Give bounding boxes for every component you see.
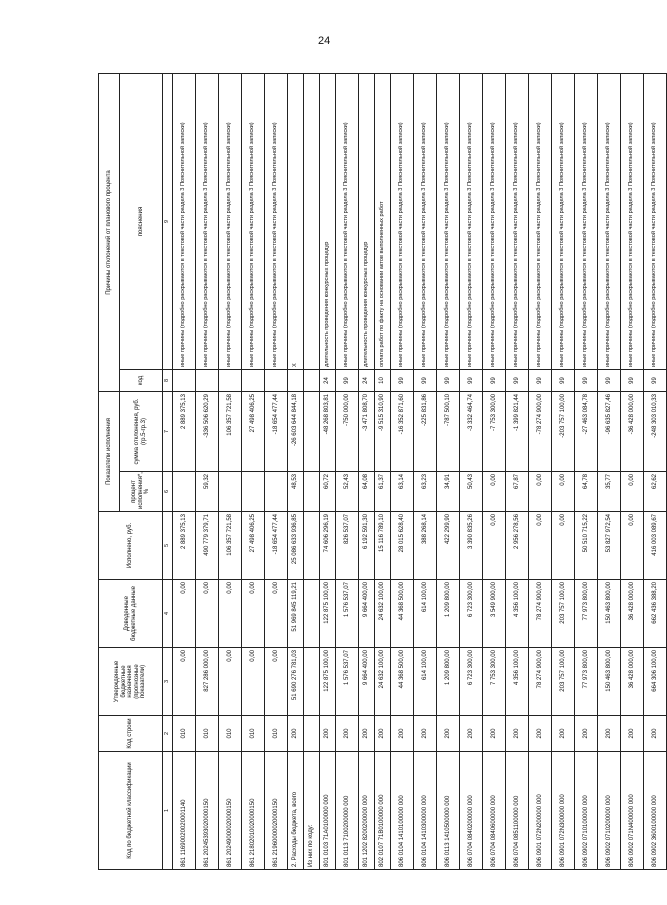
- code-cell: 806 0104 1410300000 000: [414, 752, 437, 870]
- line-code-cell: 010: [242, 716, 265, 752]
- brought-cell: 24 632 100,00: [375, 580, 391, 648]
- brought-cell: 1 576 537,07: [336, 580, 359, 648]
- code-cell: 806 0704 0840200000 000: [460, 752, 483, 870]
- line-code-cell: 200: [506, 716, 529, 752]
- table-row: [196, 74, 219, 870]
- percent-cell: [219, 472, 242, 512]
- percent-cell: 60,72: [320, 472, 336, 512]
- table-row: [375, 74, 391, 870]
- reason-code-cell: 10: [375, 370, 391, 392]
- header-executed: Исполнено, руб.: [99, 512, 163, 580]
- reason-code-cell: 99: [391, 370, 414, 392]
- code-cell: 861 20249000020000150: [219, 752, 242, 870]
- code-cell: 806 0104 1410100000 000: [391, 752, 414, 870]
- line-code-cell: 200: [359, 716, 375, 752]
- brought-cell: 1 209 800,00: [437, 580, 460, 648]
- code-cell: 806 0704 0840600000 000: [483, 752, 506, 870]
- executed-cell: 6 192 591,30: [359, 512, 375, 580]
- header-brought: Доведенные бюджетные данные: [99, 580, 163, 648]
- percent-cell: 62,62: [644, 472, 667, 512]
- reason-code-cell: [265, 370, 288, 392]
- deviation-cell: 106 357 721,58: [219, 392, 242, 472]
- col-number: 6: [163, 472, 173, 512]
- executed-cell: 74 606 296,19: [320, 512, 336, 580]
- table-row: [552, 74, 575, 870]
- deviation-cell: -3 332 464,74: [460, 392, 483, 472]
- code-cell: 806 0901 072N200000 000: [529, 752, 552, 870]
- deviation-cell: 27 498 406,25: [242, 392, 265, 472]
- line-code-cell: 200: [437, 716, 460, 752]
- explanation-cell: иные причины (подробно раскрываются в текстовой части раздела 3 Пояснительной записки): [196, 74, 219, 370]
- col-number: 3: [163, 648, 173, 716]
- approved-cell: 664 306 100,00: [644, 648, 667, 716]
- executed-cell: 0,00: [552, 512, 575, 580]
- line-code-cell: 200: [460, 716, 483, 752]
- table-row: [391, 74, 414, 870]
- code-cell: 861 20245393020000150: [196, 752, 219, 870]
- code-cell: 806 0902 0710200000 000: [598, 752, 621, 870]
- percent-cell: 50,43: [460, 472, 483, 512]
- executed-cell: 25 086 633 936,85: [288, 512, 304, 580]
- explanation-cell: иные причины (подробно раскрываются в текстовой части раздела 3 Пояснительной записки): [483, 74, 506, 370]
- percent-cell: 48,53: [288, 472, 304, 512]
- column-number-row: [163, 74, 173, 870]
- table-row: [288, 74, 304, 870]
- deviation-cell: -3 471 808,70: [359, 392, 375, 472]
- explanation-cell: иные причины (подробно раскрываются в текстовой части раздела 3 Пояснительной записки): [336, 74, 359, 370]
- table-row: [575, 74, 598, 870]
- brought-cell: 51 969 845 119,21: [288, 580, 304, 648]
- deviation-cell: [304, 392, 320, 472]
- header-line-code: Код строки: [99, 716, 163, 752]
- budget-execution-table: [98, 73, 667, 870]
- line-code-cell: 010: [265, 716, 288, 752]
- approved-cell: 36 428 000,00: [621, 648, 644, 716]
- explanation-cell: иные причины (подробно раскрываются в текстовой части раздела 3 Пояснительной записки): [391, 74, 414, 370]
- col-number: 1: [163, 752, 173, 870]
- approved-cell: 44 368 500,00: [391, 648, 414, 716]
- brought-cell: 614 100,00: [414, 580, 437, 648]
- explanation-cell: иные причины (подробно раскрываются в текстовой части раздела 3 Пояснительной записки): [598, 74, 621, 370]
- explanation-cell: оплата работ по факту на основании актов выполненных работ: [375, 74, 391, 370]
- line-code-cell: 200: [336, 716, 359, 752]
- deviation-cell: -78 274 900,00: [529, 392, 552, 472]
- table-row: [460, 74, 483, 870]
- deviation-cell: -750 000,00: [336, 392, 359, 472]
- col-number: 2: [163, 716, 173, 752]
- code-cell: 806 0902 071N400000 000: [621, 752, 644, 870]
- executed-cell: 2 889 375,13: [173, 512, 196, 580]
- reason-code-cell: 99: [483, 370, 506, 392]
- table-row: [265, 74, 288, 870]
- rotated-table-block: [98, 74, 658, 870]
- table-row: [483, 74, 506, 870]
- executed-cell: 422 299,90: [437, 512, 460, 580]
- executed-cell: 416 003 089,67: [644, 512, 667, 580]
- deviation-cell: -7 753 300,00: [483, 392, 506, 472]
- reason-code-cell: 99: [575, 370, 598, 392]
- deviation-cell: -225 831,86: [414, 392, 437, 472]
- explanation-cell: иные причины (подробно раскрываются в текстовой части раздела 3 Пояснительной записки): [437, 74, 460, 370]
- executed-cell: 106 357 721,58: [219, 512, 242, 580]
- executed-cell: 28 015 628,40: [391, 512, 414, 580]
- code-cell: 861 11690020020001140: [173, 752, 196, 870]
- reason-code-cell: 99: [644, 370, 667, 392]
- table-row: [320, 74, 336, 870]
- percent-cell: [242, 472, 265, 512]
- line-code-cell: 200: [575, 716, 598, 752]
- percent-cell: 34,91: [437, 472, 460, 512]
- explanation-cell: иные причины (подробно раскрываются в текстовой части раздела 3 Пояснительной записки): [621, 74, 644, 370]
- header-deviation: сумма отклонения, руб. (гр.5-гр.3): [120, 392, 163, 472]
- header-indicators: Показатели исполнения: [99, 392, 120, 512]
- deviation-cell: -36 428 000,00: [621, 392, 644, 472]
- explanation-cell: иные причины (подробно раскрываются в текстовой части раздела 3 Пояснительной записки): [575, 74, 598, 370]
- code-cell: 806 0902 3600100000 000: [644, 752, 667, 870]
- table-row: [414, 74, 437, 870]
- table-row: [219, 74, 242, 870]
- brought-cell: 77 973 800,00: [575, 580, 598, 648]
- reason-code-cell: [288, 370, 304, 392]
- table-body: [173, 74, 667, 870]
- brought-cell: 36 428 000,00: [621, 580, 644, 648]
- executed-cell: 388 268,14: [414, 512, 437, 580]
- approved-cell: 9 664 400,00: [359, 648, 375, 716]
- header-approved: Утвержденные бюджетные назначения (прогнозные показатели): [99, 648, 163, 716]
- header-reason-code: код: [120, 370, 163, 392]
- approved-cell: [304, 648, 320, 716]
- brought-cell: 150 463 800,00: [598, 580, 621, 648]
- line-code-cell: 200: [414, 716, 437, 752]
- col-number: 9: [163, 74, 173, 370]
- approved-cell: 24 632 100,00: [375, 648, 391, 716]
- code-cell: 801 1202 8200200000 000: [359, 752, 375, 870]
- header-explanation: пояснения: [120, 74, 163, 370]
- line-code-cell: 200: [375, 716, 391, 752]
- deviation-cell: -1 399 821,44: [506, 392, 529, 472]
- line-code-cell: 200: [391, 716, 414, 752]
- percent-cell: [265, 472, 288, 512]
- executed-cell: 490 779 379,71: [196, 512, 219, 580]
- table-row: [621, 74, 644, 870]
- approved-cell: 0,00: [265, 648, 288, 716]
- executed-cell: 2 956 278,56: [506, 512, 529, 580]
- explanation-cell: иные причины (подробно раскрываются в текстовой части раздела 3 Пояснительной записки): [173, 74, 196, 370]
- explanation-cell: иные причины (подробно раскрываются в текстовой части раздела 3 Пояснительной записки): [219, 74, 242, 370]
- deviation-cell: -27 463 084,78: [575, 392, 598, 472]
- reason-code-cell: 99: [414, 370, 437, 392]
- reason-code-cell: 99: [621, 370, 644, 392]
- deviation-cell: -9 515 310,90: [375, 392, 391, 472]
- approved-cell: 614 100,00: [414, 648, 437, 716]
- percent-cell: 63,14: [391, 472, 414, 512]
- reason-code-cell: 99: [506, 370, 529, 392]
- percent-cell: 0,00: [552, 472, 575, 512]
- reason-code-cell: 99: [460, 370, 483, 392]
- explanation-cell: иные причины (подробно раскрываются в текстовой части раздела 3 Пояснительной записки): [265, 74, 288, 370]
- line-code-cell: 200: [320, 716, 336, 752]
- approved-cell: 6 723 300,00: [460, 648, 483, 716]
- code-cell: 861 21802010020000150: [242, 752, 265, 870]
- percent-cell: 35,77: [598, 472, 621, 512]
- percent-cell: [173, 472, 196, 512]
- line-code-cell: [304, 716, 320, 752]
- line-code-cell: 200: [529, 716, 552, 752]
- deviation-cell: -336 506 620,29: [196, 392, 219, 472]
- explanation-cell: иные причины (подробно раскрываются в текстовой части раздела 3 Пояснительной записки): [552, 74, 575, 370]
- approved-cell: 0,00: [173, 648, 196, 716]
- executed-cell: 0,00: [621, 512, 644, 580]
- executed-cell: 50 510 715,22: [575, 512, 598, 580]
- brought-cell: 4 356 100,00: [506, 580, 529, 648]
- explanation-cell: иные причины (подробно раскрываются в текстовой части раздела 3 Пояснительной записки): [460, 74, 483, 370]
- brought-cell: 662 436 388,20: [644, 580, 667, 648]
- executed-cell: 0,00: [483, 512, 506, 580]
- col-number: 7: [163, 392, 173, 472]
- brought-cell: 3 549 900,00: [483, 580, 506, 648]
- code-cell: 801 0113 7100200000 000: [336, 752, 359, 870]
- header-percent: процент исполнения*, %: [120, 472, 163, 512]
- code-cell: 806 0704 0851100000 000: [506, 752, 529, 870]
- explanation-cell: иные причины (подробно раскрываются в текстовой части раздела 3 Пояснительной записки): [242, 74, 265, 370]
- line-code-cell: 200: [644, 716, 667, 752]
- table-row: [644, 74, 667, 870]
- table-row: [336, 74, 359, 870]
- approved-cell: 4 356 100,00: [506, 648, 529, 716]
- executed-cell: 826 537,07: [336, 512, 359, 580]
- code-cell: 861 21960000020000150: [265, 752, 288, 870]
- brought-cell: 0,00: [219, 580, 242, 648]
- deviation-cell: -96 635 827,46: [598, 392, 621, 472]
- line-code-cell: 200: [288, 716, 304, 752]
- reason-code-cell: [304, 370, 320, 392]
- col-number: 8: [163, 370, 173, 392]
- header-reasons: Причины отклонений от планового процента: [99, 74, 120, 392]
- line-code-cell: 200: [552, 716, 575, 752]
- code-cell: 801 0103 71А0100000 000: [320, 752, 336, 870]
- line-code-cell: 200: [483, 716, 506, 752]
- explanation-cell: длительность проведения конкурсных процедур: [359, 74, 375, 370]
- reason-code-cell: [242, 370, 265, 392]
- line-code-cell: 200: [621, 716, 644, 752]
- executed-cell: 0,00: [529, 512, 552, 580]
- approved-cell: 78 274 900,00: [529, 648, 552, 716]
- table-row: [242, 74, 265, 870]
- percent-cell: 59,32: [196, 472, 219, 512]
- approved-cell: 827 286 000,00: [196, 648, 219, 716]
- executed-cell: -18 654 477,44: [265, 512, 288, 580]
- table-row: [173, 74, 196, 870]
- deviation-cell: -26 603 644 844,18: [288, 392, 304, 472]
- explanation-cell: иные причины (подробно раскрываются в текстовой части раздела 3 Пояснительной записки): [644, 74, 667, 370]
- approved-cell: 0,00: [242, 648, 265, 716]
- brought-cell: 78 274 900,00: [529, 580, 552, 648]
- deviation-cell: -787 500,10: [437, 392, 460, 472]
- explanation-cell: иные причины (подробно раскрываются в текстовой части раздела 3 Пояснительной записки): [414, 74, 437, 370]
- brought-cell: 9 664 400,00: [359, 580, 375, 648]
- line-code-cell: 200: [598, 716, 621, 752]
- table-row: [598, 74, 621, 870]
- reason-code-cell: [219, 370, 242, 392]
- percent-cell: 64,78: [575, 472, 598, 512]
- approved-cell: 203 757 100,00: [552, 648, 575, 716]
- table-row: [359, 74, 375, 870]
- percent-cell: 0,00: [529, 472, 552, 512]
- code-cell: 806 0901 072N300000 000: [552, 752, 575, 870]
- col-number: 5: [163, 512, 173, 580]
- page-number: 24: [318, 35, 331, 47]
- percent-cell: 64,08: [359, 472, 375, 512]
- approved-cell: 122 875 100,00: [320, 648, 336, 716]
- reason-code-cell: [173, 370, 196, 392]
- deviation-cell: -203 757 100,00: [552, 392, 575, 472]
- code-cell: 806 0902 0710100000 000: [575, 752, 598, 870]
- explanation-cell: длительность проведения конкурсных процедур: [320, 74, 336, 370]
- line-code-cell: 010: [173, 716, 196, 752]
- percent-cell: 0,00: [483, 472, 506, 512]
- percent-cell: 0,00: [621, 472, 644, 512]
- reason-code-cell: 99: [552, 370, 575, 392]
- line-code-cell: 010: [219, 716, 242, 752]
- code-cell: 806 0113 1410500000 000: [437, 752, 460, 870]
- col-number: 4: [163, 580, 173, 648]
- approved-cell: 0,00: [219, 648, 242, 716]
- percent-cell: 67,87: [506, 472, 529, 512]
- brought-cell: 0,00: [196, 580, 219, 648]
- code-cell: 2. Расходы бюджета, всего: [288, 752, 304, 870]
- approved-cell: 1 576 537,07: [336, 648, 359, 716]
- percent-cell: 63,23: [414, 472, 437, 512]
- table-row: [529, 74, 552, 870]
- brought-cell: 0,00: [242, 580, 265, 648]
- brought-cell: 0,00: [173, 580, 196, 648]
- approved-cell: 150 463 800,00: [598, 648, 621, 716]
- reason-code-cell: [196, 370, 219, 392]
- percent-cell: [304, 472, 320, 512]
- brought-cell: 6 723 300,00: [460, 580, 483, 648]
- executed-cell: 3 390 835,26: [460, 512, 483, 580]
- explanation-cell: [304, 74, 320, 370]
- percent-cell: 52,43: [336, 472, 359, 512]
- brought-cell: 44 368 500,00: [391, 580, 414, 648]
- line-code-cell: 010: [196, 716, 219, 752]
- approved-cell: 51 690 276 781,03: [288, 648, 304, 716]
- deviation-cell: -48 268 803,81: [320, 392, 336, 472]
- executed-cell: [304, 512, 320, 580]
- explanation-cell: иные причины (подробно раскрываются в текстовой части раздела 3 Пояснительной записки): [506, 74, 529, 370]
- explanation-cell: X: [288, 74, 304, 370]
- code-cell: Из них по коду:: [304, 752, 320, 870]
- brought-cell: 0,00: [265, 580, 288, 648]
- reason-code-cell: 24: [320, 370, 336, 392]
- explanation-cell: иные причины (подробно раскрываются в текстовой части раздела 3 Пояснительной записки): [529, 74, 552, 370]
- approved-cell: 7 753 300,00: [483, 648, 506, 716]
- deviation-cell: -248 303 010,33: [644, 392, 667, 472]
- executed-cell: 53 827 972,54: [598, 512, 621, 580]
- brought-cell: 122 875 100,00: [320, 580, 336, 648]
- deviation-cell: 2 889 375,13: [173, 392, 196, 472]
- percent-cell: 61,37: [375, 472, 391, 512]
- approved-cell: 77 973 800,00: [575, 648, 598, 716]
- brought-cell: [304, 580, 320, 648]
- executed-cell: 15 116 789,10: [375, 512, 391, 580]
- deviation-cell: -18 654 477,44: [265, 392, 288, 472]
- brought-cell: 203 757 100,00: [552, 580, 575, 648]
- table-row: [437, 74, 460, 870]
- reason-code-cell: 24: [359, 370, 375, 392]
- deviation-cell: -16 352 871,60: [391, 392, 414, 472]
- reason-code-cell: 99: [598, 370, 621, 392]
- header-code: Код по бюджетной классификации: [99, 752, 163, 870]
- reason-code-cell: 99: [529, 370, 552, 392]
- approved-cell: 1 209 800,00: [437, 648, 460, 716]
- reason-code-cell: 99: [336, 370, 359, 392]
- table-row: [304, 74, 320, 870]
- table-row: [506, 74, 529, 870]
- reason-code-cell: 99: [437, 370, 460, 392]
- code-cell: 802 0107 71В0100000 000: [375, 752, 391, 870]
- executed-cell: 27 498 406,25: [242, 512, 265, 580]
